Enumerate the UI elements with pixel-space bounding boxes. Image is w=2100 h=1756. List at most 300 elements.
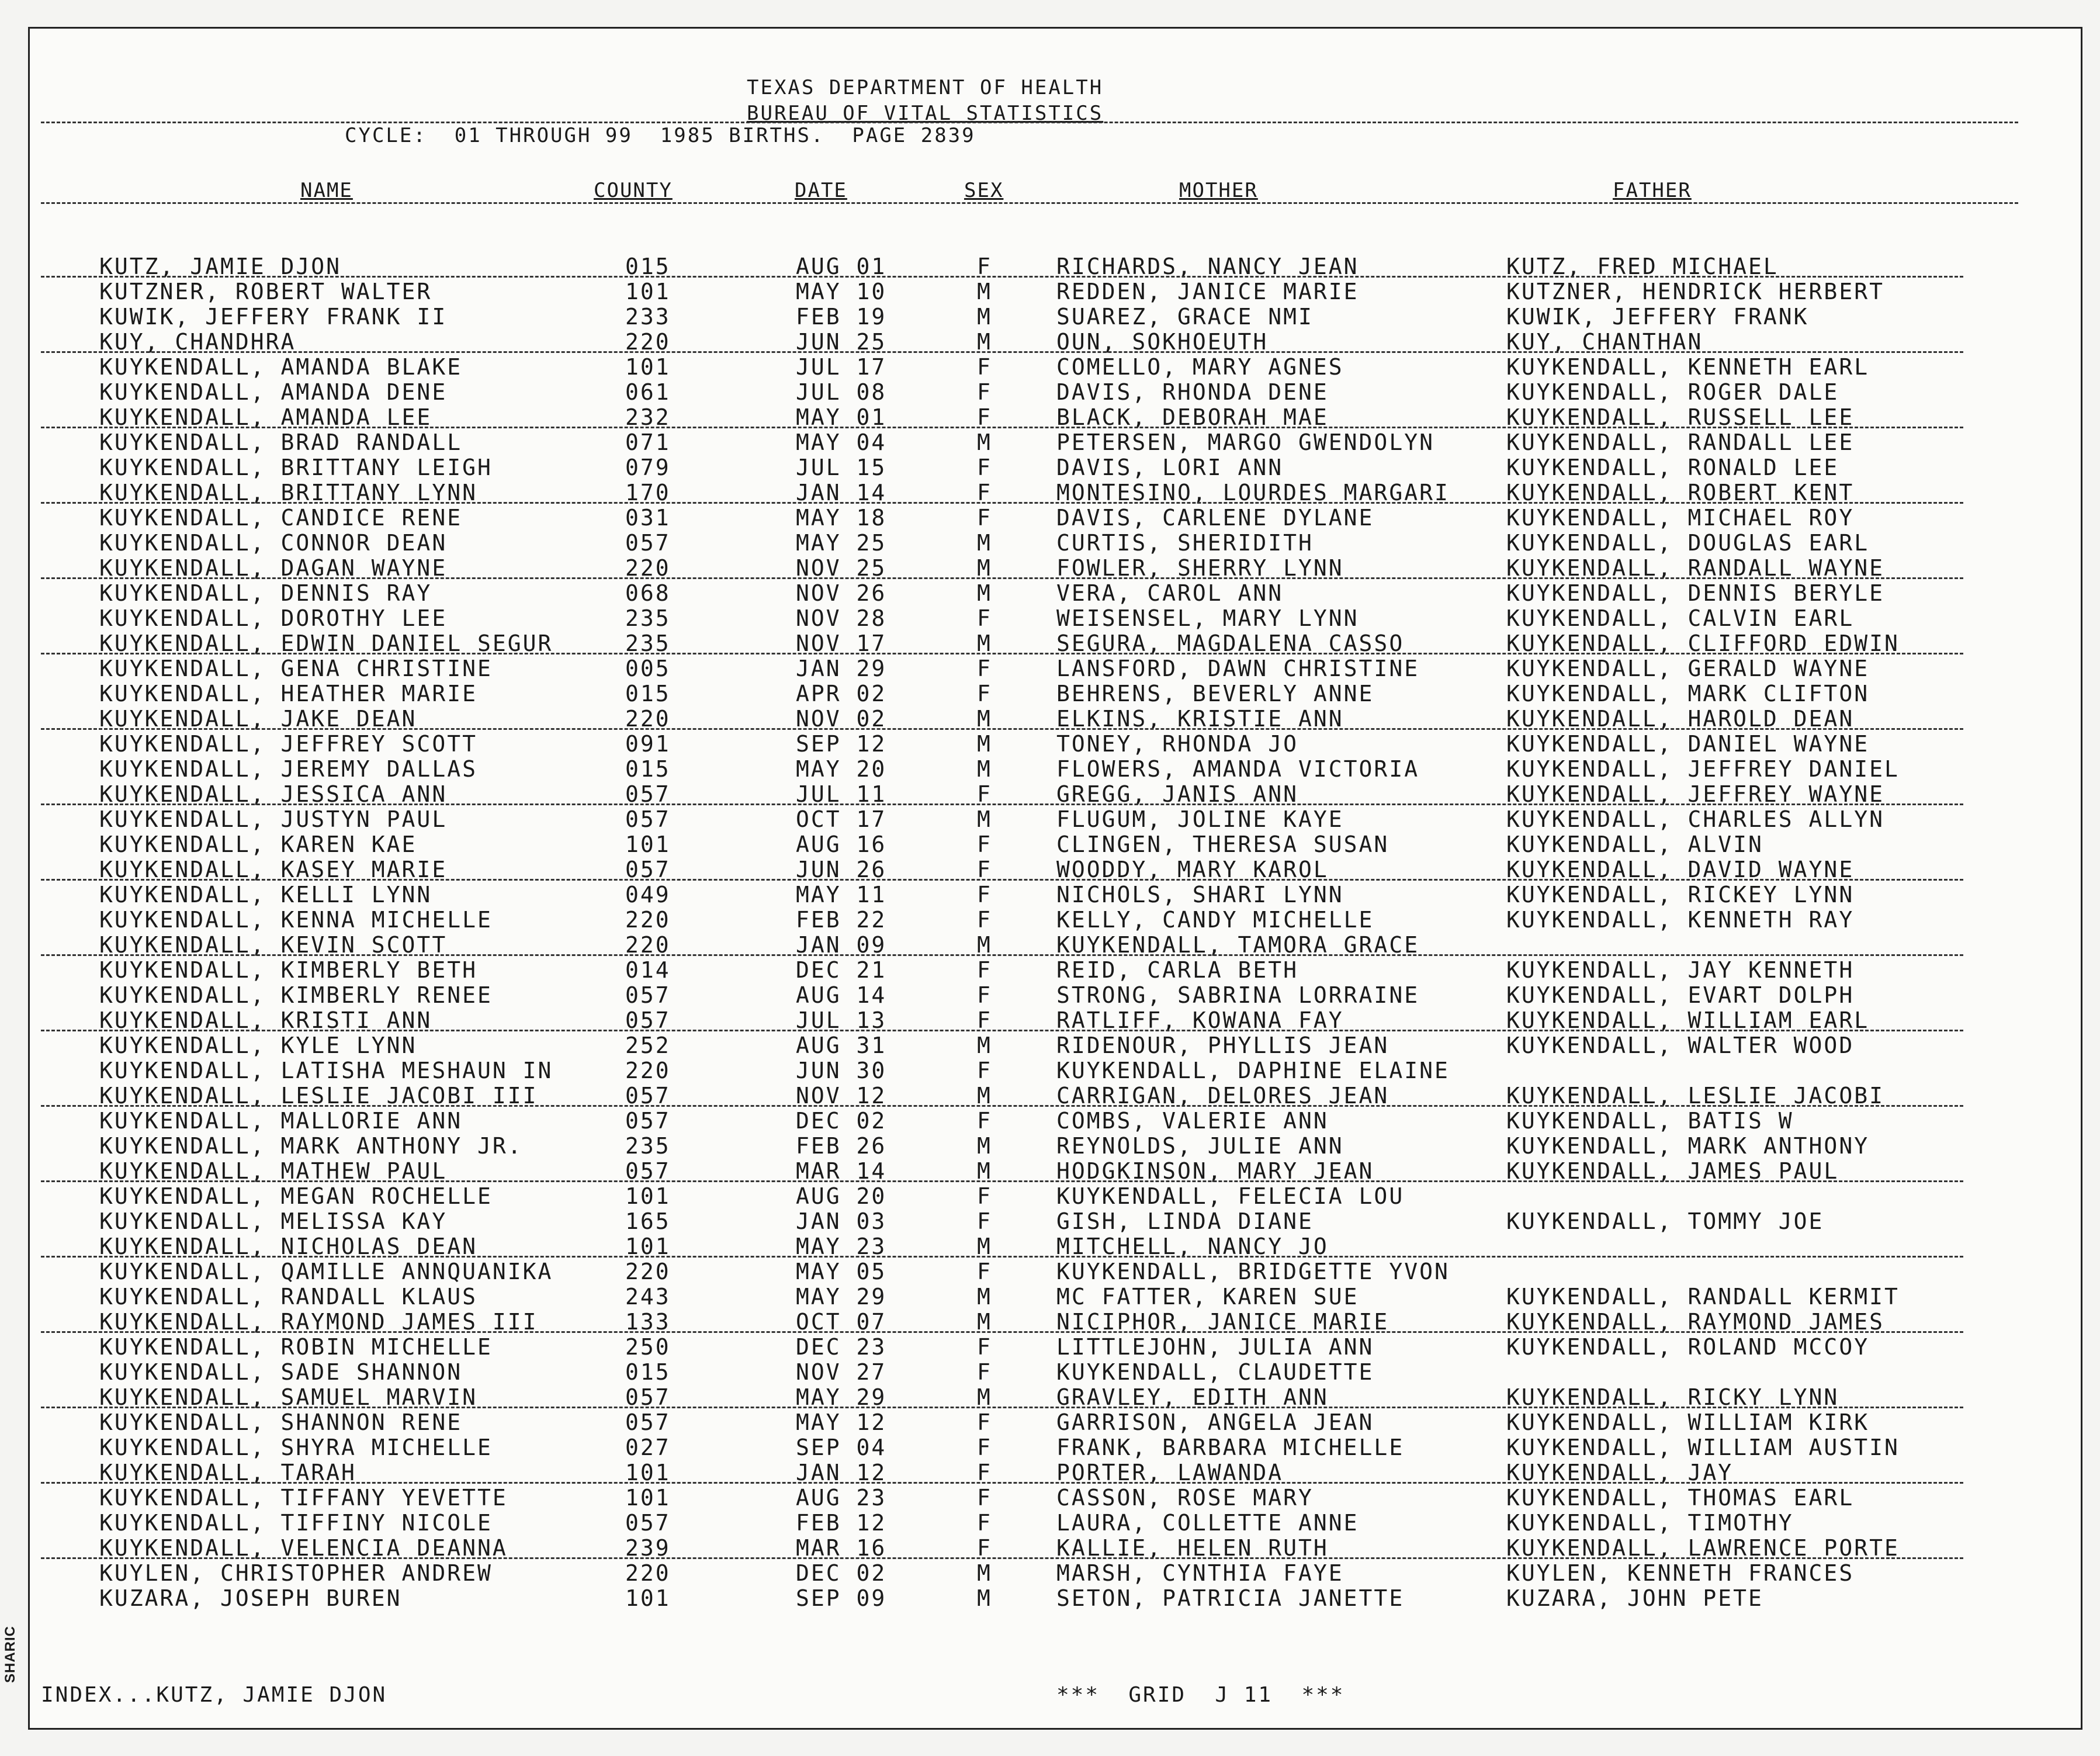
table-row: [0, 832, 1987, 857]
cell-name: KUYKENDALL, DENNIS RAY: [99, 580, 432, 606]
cell-date: MAR 16: [796, 1535, 887, 1561]
cell-date: FEB 22: [796, 907, 887, 933]
cell-date: AUG 14: [796, 982, 887, 1008]
cell-father: KUYKENDALL, WILLIAM AUSTIN: [1506, 1435, 1900, 1460]
cell-father: KUYKENDALL, RANDALL LEE: [1506, 430, 1855, 455]
cell-county: 101: [625, 279, 671, 304]
cell-county: 220: [625, 329, 671, 355]
table-row: [0, 681, 1987, 706]
cell-date: MAY 29: [796, 1384, 887, 1410]
cell-county: 220: [625, 907, 671, 933]
cell-mother: SETON, PATRICIA JANETTE: [1056, 1585, 1405, 1611]
table-row: [0, 430, 1987, 455]
cell-sex: M: [977, 1560, 992, 1586]
cell-date: APR 02: [796, 681, 887, 706]
cell-mother: MITCHELL, NANCY JO: [1056, 1234, 1329, 1259]
cell-county: 057: [625, 1384, 671, 1410]
column-header-name: NAME: [300, 179, 353, 202]
cell-date: NOV 17: [796, 631, 887, 656]
table-row: [0, 1510, 1987, 1535]
cell-date: AUG 16: [796, 832, 887, 857]
cell-date: MAY 04: [796, 430, 887, 455]
cell-father: KUYKENDALL, JEFFREY WAYNE: [1506, 781, 1884, 807]
cell-name: KUYKENDALL, AMANDA LEE: [99, 404, 432, 430]
cell-date: JAN 12: [796, 1460, 887, 1485]
table-row: [0, 1435, 1987, 1460]
cell-date: JAN 03: [796, 1208, 887, 1234]
cell-mother: SUAREZ, GRACE NMI: [1056, 304, 1314, 330]
cell-father: KUYKENDALL, BATIS W: [1506, 1108, 1794, 1134]
table-row: [0, 932, 1987, 957]
cell-date: MAY 10: [796, 279, 887, 304]
cell-mother: MC FATTER, KAREN SUE: [1056, 1284, 1359, 1310]
cell-father: KUYKENDALL, KENNETH EARL: [1506, 354, 1870, 380]
cell-mother: CARRIGAN, DELORES JEAN: [1056, 1083, 1389, 1109]
table-row: [0, 1033, 1987, 1058]
cell-county: 101: [625, 1460, 671, 1485]
cell-date: MAY 29: [796, 1284, 887, 1310]
cell-date: FEB 12: [796, 1510, 887, 1536]
table-row: [0, 1334, 1987, 1359]
cell-name: KUYKENDALL, BRAD RANDALL: [99, 430, 463, 455]
table-row: [0, 706, 1987, 731]
cell-name: KUYKENDALL, DOROTHY LEE: [99, 605, 448, 631]
cell-county: 170: [625, 480, 671, 505]
cell-mother: BEHRENS, BEVERLY ANNE: [1056, 681, 1374, 706]
cell-county: 057: [625, 982, 671, 1008]
table-row: [0, 379, 1987, 404]
cell-county: 057: [625, 1108, 671, 1134]
cell-father: KUYKENDALL, RANDALL WAYNE: [1506, 555, 1884, 581]
cell-county: 057: [625, 1007, 671, 1033]
cell-mother: KUYKENDALL, DAPHINE ELAINE: [1056, 1058, 1450, 1083]
cell-mother: KALLIE, HELEN RUTH: [1056, 1535, 1329, 1561]
table-row: [0, 907, 1987, 932]
cell-date: NOV 27: [796, 1359, 887, 1385]
cell-father: KUY, CHANTHAN: [1506, 329, 1703, 355]
cell-county: 101: [625, 1585, 671, 1611]
cell-mother: KUYKENDALL, BRIDGETTE YVON: [1056, 1259, 1450, 1284]
cell-name: KUYKENDALL, SAMUEL MARVIN: [99, 1384, 477, 1410]
table-row: [0, 957, 1987, 982]
cell-date: MAY 01: [796, 404, 887, 430]
table-row: [0, 1359, 1987, 1384]
cell-mother: CASSON, ROSE MARY: [1056, 1485, 1314, 1511]
cell-mother: REDDEN, JANICE MARIE: [1056, 279, 1359, 304]
cell-date: AUG 20: [796, 1183, 887, 1209]
cell-sex: M: [977, 1133, 992, 1159]
cell-county: 233: [625, 304, 671, 330]
cell-name: KUYKENDALL, JESSICA ANN: [99, 781, 448, 807]
cell-name: KUYKENDALL, EDWIN DANIEL SEGUR: [99, 631, 553, 656]
cell-name: KUYKENDALL, MELISSA KAY: [99, 1208, 448, 1234]
cell-father: KUYKENDALL, THOMAS EARL: [1506, 1485, 1855, 1511]
table-row: [0, 1259, 1987, 1284]
column-header-county: COUNTY: [594, 179, 673, 202]
cell-name: KUYKENDALL, KYLE LYNN: [99, 1033, 417, 1058]
side-label: SHARIC: [2, 1625, 18, 1683]
cell-name: KUYKENDALL, MALLORIE ANN: [99, 1108, 463, 1134]
cell-father: KUTZNER, HENDRICK HERBERT: [1506, 279, 1884, 304]
cell-sex: F: [977, 681, 992, 706]
cell-name: KUYKENDALL, VELENCIA DEANNA: [99, 1535, 508, 1561]
cell-date: NOV 25: [796, 555, 887, 581]
cell-county: 031: [625, 505, 671, 531]
cell-name: KUYKENDALL, TIFFANY YEVETTE: [99, 1485, 508, 1511]
table-row: [0, 656, 1987, 681]
table-row: [0, 1585, 1987, 1610]
cell-father: KUYKENDALL, CLIFFORD EDWIN: [1506, 631, 1900, 656]
cell-date: OCT 07: [796, 1309, 887, 1335]
cell-county: 235: [625, 631, 671, 656]
cell-date: JUN 26: [796, 857, 887, 882]
cell-mother: RATLIFF, KOWANA FAY: [1056, 1007, 1344, 1033]
table-row: [0, 1460, 1987, 1485]
cell-county: 133: [625, 1309, 671, 1335]
cell-sex: M: [977, 806, 992, 832]
cell-sex: F: [977, 781, 992, 807]
cell-sex: F: [977, 480, 992, 505]
cell-date: NOV 02: [796, 706, 887, 732]
cell-date: JUN 30: [796, 1058, 887, 1083]
cell-county: 014: [625, 957, 671, 983]
cell-father: KUYKENDALL, JAY KENNETH: [1506, 957, 1855, 983]
cell-sex: F: [977, 1359, 992, 1385]
grid-label: *** GRID J 11 ***: [1056, 1683, 1345, 1707]
cell-sex: M: [977, 1384, 992, 1410]
cell-name: KUYKENDALL, HEATHER MARIE: [99, 681, 477, 706]
table-row: [0, 304, 1987, 329]
cell-mother: COMELLO, MARY AGNES: [1056, 354, 1344, 380]
cell-mother: RICHARDS, NANCY JEAN: [1056, 254, 1359, 279]
cell-sex: F: [977, 982, 992, 1008]
cell-sex: M: [977, 530, 992, 556]
cell-name: KUYKENDALL, AMANDA DENE: [99, 379, 448, 405]
table-row: [0, 982, 1987, 1007]
table-row: [0, 806, 1987, 832]
cell-sex: M: [977, 555, 992, 581]
cell-mother: SEGURA, MAGDALENA CASSO: [1056, 631, 1405, 656]
cell-sex: F: [977, 1183, 992, 1209]
cell-date: JAN 14: [796, 480, 887, 505]
cell-name: KUYKENDALL, LATISHA MESHAUN IN: [99, 1058, 553, 1083]
table-row: [0, 756, 1987, 781]
cell-sex: F: [977, 1108, 992, 1134]
table-row: [0, 1309, 1987, 1334]
cell-mother: KUYKENDALL, TAMORA GRACE: [1056, 932, 1420, 958]
cell-county: 220: [625, 1560, 671, 1586]
cell-date: MAR 14: [796, 1158, 887, 1184]
cell-sex: F: [977, 907, 992, 933]
cell-sex: F: [977, 1485, 992, 1511]
cell-date: MAY 20: [796, 756, 887, 782]
cell-father: KUYKENDALL, MARK CLIFTON: [1506, 681, 1870, 706]
cell-date: DEC 02: [796, 1560, 887, 1586]
cell-county: 057: [625, 857, 671, 882]
cell-father: KUYKENDALL, CALVIN EARL: [1506, 605, 1855, 631]
cell-father: KUTZ, FRED MICHAEL: [1506, 254, 1779, 279]
cell-date: AUG 31: [796, 1033, 887, 1058]
cell-name: KUYKENDALL, ROBIN MICHELLE: [99, 1334, 493, 1360]
cell-county: 015: [625, 681, 671, 706]
cell-county: 057: [625, 1510, 671, 1536]
cell-mother: GISH, LINDA DIANE: [1056, 1208, 1314, 1234]
column-header-mother: MOTHER: [1179, 179, 1258, 202]
column-header-date: DATE: [795, 179, 847, 202]
cell-sex: M: [977, 932, 992, 958]
cell-name: KUYKENDALL, CONNOR DEAN: [99, 530, 448, 556]
cell-name: KUYKENDALL, JAKE DEAN: [99, 706, 417, 732]
cell-name: KUYKENDALL, TARAH: [99, 1460, 356, 1485]
cell-father: KUYKENDALL, ROGER DALE: [1506, 379, 1839, 405]
cell-mother: LAURA, COLLETTE ANNE: [1056, 1510, 1359, 1536]
cell-mother: CURTIS, SHERIDITH: [1056, 530, 1314, 556]
cell-name: KUYKENDALL, TIFFINY NICOLE: [99, 1510, 493, 1536]
cell-date: FEB 19: [796, 304, 887, 330]
cell-father: KUYKENDALL, MICHAEL ROY: [1506, 505, 1855, 531]
cell-father: KUYKENDALL, LESLIE JACOBI: [1506, 1083, 1884, 1109]
cell-name: KUYKENDALL, JEFFREY SCOTT: [99, 731, 477, 757]
cell-father: KUYKENDALL, JEFFREY DANIEL: [1506, 756, 1900, 782]
cell-county: 101: [625, 354, 671, 380]
cell-county: 101: [625, 1485, 671, 1511]
cell-county: 057: [625, 530, 671, 556]
cell-mother: FLUGUM, JOLINE KAYE: [1056, 806, 1344, 832]
cell-name: KUYKENDALL, KRISTI ANN: [99, 1007, 432, 1033]
table-row: [0, 781, 1987, 806]
cell-name: KUYKENDALL, KASEY MARIE: [99, 857, 448, 882]
cell-father: KUYKENDALL, JAMES PAUL: [1506, 1158, 1839, 1184]
cell-father: KUYKENDALL, ROBERT KENT: [1506, 480, 1855, 505]
cell-sex: F: [977, 957, 992, 983]
table-row: [0, 1560, 1987, 1585]
cell-sex: F: [977, 1510, 992, 1536]
cell-mother: KELLY, CANDY MICHELLE: [1056, 907, 1374, 933]
cell-county: 250: [625, 1334, 671, 1360]
table-row: [0, 1384, 1987, 1409]
cell-name: KUYKENDALL, GENA CHRISTINE: [99, 656, 493, 681]
cell-sex: M: [977, 329, 992, 355]
cell-sex: F: [977, 455, 992, 480]
table-row: [0, 279, 1987, 304]
cell-father: KUYKENDALL, WALTER WOOD: [1506, 1033, 1855, 1058]
cell-date: MAY 11: [796, 882, 887, 908]
cell-sex: F: [977, 656, 992, 681]
cell-county: 057: [625, 1158, 671, 1184]
cell-sex: M: [977, 706, 992, 732]
cell-father: KUYKENDALL, LAWRENCE PORTE: [1506, 1535, 1900, 1561]
cell-mother: NICHOLS, SHARI LYNN: [1056, 882, 1344, 908]
cell-mother: COMBS, VALERIE ANN: [1056, 1108, 1329, 1134]
cell-sex: F: [977, 1409, 992, 1435]
cell-father: KUYKENDALL, RANDALL KERMIT: [1506, 1284, 1900, 1310]
cell-father: KUYKENDALL, HAROLD DEAN: [1506, 706, 1855, 732]
cell-date: JUL 15: [796, 455, 887, 480]
cell-date: SEP 12: [796, 731, 887, 757]
cell-mother: BLACK, DEBORAH MAE: [1056, 404, 1329, 430]
cell-mother: PETERSEN, MARGO GWENDOLYN: [1056, 430, 1434, 455]
cell-father: KUYKENDALL, ALVIN: [1506, 832, 1763, 857]
table-row: [0, 1183, 1987, 1208]
cell-mother: KUYKENDALL, CLAUDETTE: [1056, 1359, 1374, 1385]
cell-name: KUYKENDALL, AMANDA BLAKE: [99, 354, 463, 380]
table-row: [0, 857, 1987, 882]
cell-sex: M: [977, 1284, 992, 1310]
cell-sex: F: [977, 1007, 992, 1033]
cell-sex: M: [977, 731, 992, 757]
cell-date: MAY 12: [796, 1409, 887, 1435]
cell-county: 101: [625, 832, 671, 857]
cell-mother: VERA, CAROL ANN: [1056, 580, 1284, 606]
cell-sex: M: [977, 1309, 992, 1335]
agency-title: TEXAS DEPARTMENT OF HEALTH: [747, 76, 1104, 99]
cell-county: 057: [625, 806, 671, 832]
table-row: [0, 1133, 1987, 1158]
cell-father: KUZARA, JOHN PETE: [1506, 1585, 1763, 1611]
cell-sex: F: [977, 254, 992, 279]
table-row: [0, 1007, 1987, 1033]
cell-name: KUY, CHANDHRA: [99, 329, 296, 355]
cell-name: KUYKENDALL, JUSTYN PAUL: [99, 806, 448, 832]
cell-date: JUL 17: [796, 354, 887, 380]
cell-father: KUYKENDALL, EVART DOLPH: [1506, 982, 1855, 1008]
table-row: [0, 455, 1987, 480]
cell-father: KUYKENDALL, TOMMY JOE: [1506, 1208, 1824, 1234]
table-row: [0, 1535, 1987, 1560]
cell-county: 235: [625, 1133, 671, 1159]
cell-sex: F: [977, 354, 992, 380]
cell-date: NOV 26: [796, 580, 887, 606]
cell-mother: LANSFORD, DAWN CHRISTINE: [1056, 656, 1420, 681]
table-row: [0, 731, 1987, 756]
cell-county: 005: [625, 656, 671, 681]
cell-name: KUYKENDALL, KEVIN SCOTT: [99, 932, 448, 958]
cell-sex: M: [977, 1083, 992, 1109]
cell-mother: NICIPHOR, JANICE MARIE: [1056, 1309, 1389, 1335]
cell-mother: GRAVLEY, EDITH ANN: [1056, 1384, 1329, 1410]
cell-father: KUYKENDALL, DAVID WAYNE: [1506, 857, 1855, 882]
cell-county: 220: [625, 932, 671, 958]
cell-sex: F: [977, 832, 992, 857]
cell-date: MAY 18: [796, 505, 887, 531]
cell-county: 027: [625, 1435, 671, 1460]
cell-father: KUYKENDALL, RONALD LEE: [1506, 455, 1839, 480]
cell-sex: F: [977, 1334, 992, 1360]
cell-name: KUYKENDALL, DAGAN WAYNE: [99, 555, 448, 581]
cell-mother: WEISENSEL, MARY LYNN: [1056, 605, 1359, 631]
cell-county: 235: [625, 605, 671, 631]
table-row: [0, 1058, 1987, 1083]
cell-name: KUYKENDALL, RAYMOND JAMES III: [99, 1309, 538, 1335]
cell-mother: FOWLER, SHERRY LYNN: [1056, 555, 1344, 581]
cell-date: DEC 02: [796, 1108, 887, 1134]
table-row: [0, 580, 1987, 605]
cell-name: KUYKENDALL, BRITTANY LYNN: [99, 480, 477, 505]
cell-date: MAY 25: [796, 530, 887, 556]
cell-father: KUYLEN, KENNETH FRANCES: [1506, 1560, 1855, 1586]
cell-sex: F: [977, 1535, 992, 1561]
table-row: [0, 329, 1987, 354]
cell-name: KUYKENDALL, NICHOLAS DEAN: [99, 1234, 477, 1259]
cell-mother: LITTLEJOHN, JULIA ANN: [1056, 1334, 1374, 1360]
cell-mother: REID, CARLA BETH: [1056, 957, 1299, 983]
cell-name: KUZARA, JOSEPH BUREN: [99, 1585, 402, 1611]
cell-mother: REYNOLDS, JULIE ANN: [1056, 1133, 1344, 1159]
table-row: [0, 404, 1987, 430]
table-row: [0, 505, 1987, 530]
cell-county: 057: [625, 781, 671, 807]
cell-sex: F: [977, 505, 992, 531]
cell-sex: M: [977, 304, 992, 330]
cell-name: KUYKENDALL, MATHEW PAUL: [99, 1158, 448, 1184]
cell-sex: M: [977, 430, 992, 455]
cell-county: 015: [625, 254, 671, 279]
cell-name: KUYKENDALL, QAMILLE ANNQUANIKA: [99, 1259, 553, 1284]
cell-name: KUYKENDALL, SHANNON RENE: [99, 1409, 463, 1435]
table-row: [0, 530, 1987, 555]
cell-sex: F: [977, 379, 992, 405]
cell-county: 061: [625, 379, 671, 405]
cell-father: KUYKENDALL, MARK ANTHONY: [1506, 1133, 1870, 1159]
cell-mother: OUN, SOKHOEUTH: [1056, 329, 1269, 355]
cell-father: KUYKENDALL, GERALD WAYNE: [1506, 656, 1870, 681]
cell-date: JAN 29: [796, 656, 887, 681]
cell-mother: DAVIS, RHONDA DENE: [1056, 379, 1329, 405]
table-row: [0, 1485, 1987, 1510]
cell-date: NOV 28: [796, 605, 887, 631]
index-label: INDEX...KUTZ, JAMIE DJON: [41, 1683, 387, 1707]
column-header-father: FATHER: [1613, 179, 1692, 202]
header-rule: [41, 122, 2018, 123]
table-row: [0, 1158, 1987, 1183]
table-row: [0, 354, 1987, 379]
cell-father: KUYKENDALL, RAYMOND JAMES: [1506, 1309, 1884, 1335]
cell-mother: STRONG, SABRINA LORRAINE: [1056, 982, 1420, 1008]
cell-county: 057: [625, 1083, 671, 1109]
cell-mother: FLOWERS, AMANDA VICTORIA: [1056, 756, 1420, 782]
cell-father: KUYKENDALL, DENNIS BERYLE: [1506, 580, 1884, 606]
cell-county: 239: [625, 1535, 671, 1561]
cell-father: KUYKENDALL, KENNETH RAY: [1506, 907, 1855, 933]
cell-name: KUYKENDALL, BRITTANY LEIGH: [99, 455, 493, 480]
cell-mother: GARRISON, ANGELA JEAN: [1056, 1409, 1374, 1435]
cell-mother: HODGKINSON, MARY JEAN: [1056, 1158, 1374, 1184]
cell-father: KUYKENDALL, WILLIAM KIRK: [1506, 1409, 1870, 1435]
cell-mother: ELKINS, KRISTIE ANN: [1056, 706, 1344, 732]
cell-date: JAN 09: [796, 932, 887, 958]
cell-name: KUWIK, JEFFERY FRANK II: [99, 304, 448, 330]
cell-name: KUYKENDALL, MEGAN ROCHELLE: [99, 1183, 493, 1209]
cell-name: KUYKENDALL, JEREMY DALLAS: [99, 756, 477, 782]
cell-county: 220: [625, 1259, 671, 1284]
cell-father: KUYKENDALL, TIMOTHY: [1506, 1510, 1794, 1536]
cell-name: KUYKENDALL, MARK ANTHONY JR.: [99, 1133, 523, 1159]
cell-county: 220: [625, 555, 671, 581]
cell-name: KUYKENDALL, KELLI LYNN: [99, 882, 432, 908]
cell-county: 165: [625, 1208, 671, 1234]
cell-mother: DAVIS, LORI ANN: [1056, 455, 1284, 480]
cell-county: 079: [625, 455, 671, 480]
cell-name: KUTZNER, ROBERT WALTER: [99, 279, 432, 304]
column-header-sex: SEX: [964, 179, 1004, 202]
cell-father: KUYKENDALL, ROLAND MCCOY: [1506, 1334, 1870, 1360]
table-row: [0, 480, 1987, 505]
cell-county: 015: [625, 756, 671, 782]
table-row: [0, 605, 1987, 631]
cell-mother: WOODDY, MARY KAROL: [1056, 857, 1329, 882]
cell-date: JUN 25: [796, 329, 887, 355]
cell-sex: M: [977, 1158, 992, 1184]
